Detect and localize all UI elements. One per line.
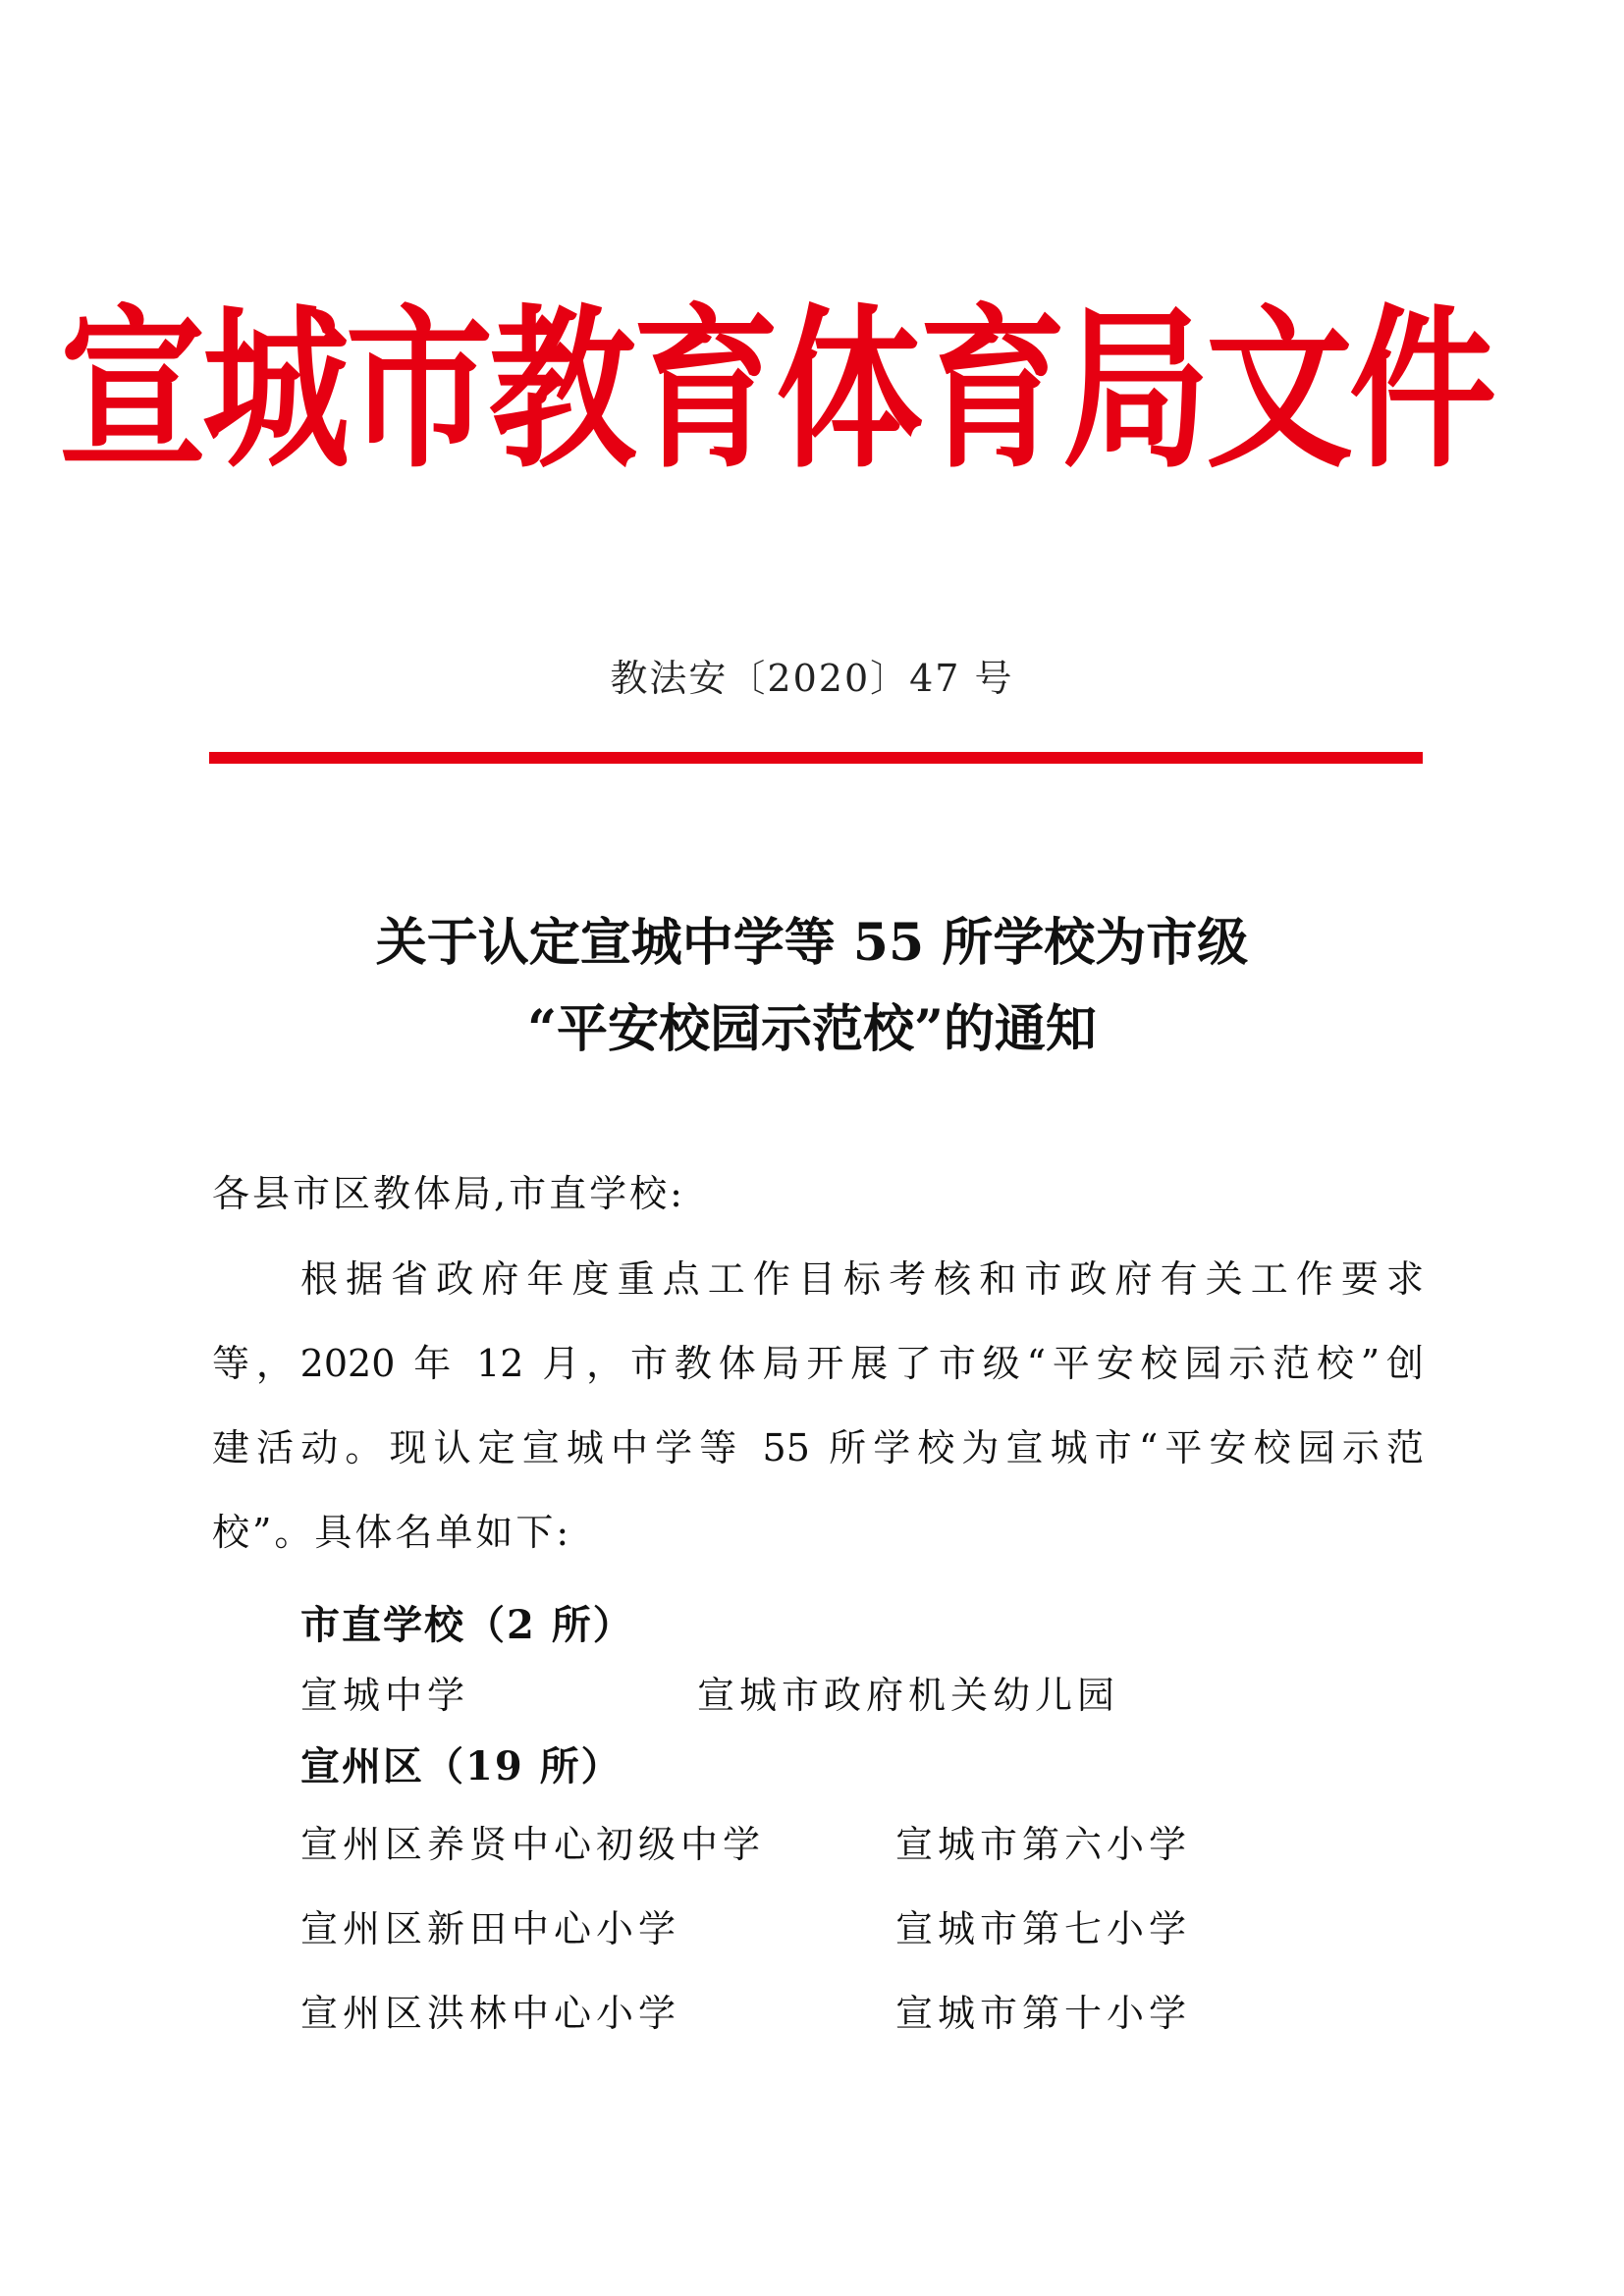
salutation: 各县市区教体局,市直学校: — [212, 1172, 685, 1215]
school-name: 宣州区新田中心小学 — [300, 1907, 681, 1950]
school-name: 宣州区洪林中心小学 — [300, 1992, 681, 2035]
school-name: 宣城中学 — [300, 1674, 470, 1717]
body-line-1: 根据省政府年度重点工作目标考核和市政府有关工作要求 — [300, 1257, 1424, 1301]
section-heading-city-schools: 市直学校（2 所） — [300, 1602, 634, 1648]
document-issuer-title: 宣城市教育体育局文件 — [59, 290, 1493, 493]
body-line-3: 建活动。现认定宣城中学等 55 所学校为宣城市“平安校园示范 — [212, 1426, 1424, 1469]
body-line-4: 校”。具体名单如下: — [212, 1511, 572, 1554]
section-heading-xuanzhou: 宣州区（19 所） — [300, 1743, 623, 1789]
notice-title-line-2: “平安校园示范校”的通知 — [527, 999, 1097, 1059]
school-name: 宣州区养贤中心初级中学 — [300, 1823, 766, 1866]
school-name: 宣城市第七小学 — [895, 1907, 1192, 1950]
red-divider-line — [209, 752, 1423, 764]
document-number: 教法安〔2020〕47 号 — [610, 657, 1014, 700]
school-name: 宣城市第十小学 — [895, 1992, 1192, 2035]
school-name: 宣城市政府机关幼儿园 — [697, 1674, 1120, 1717]
notice-title-line-1: 关于认定宣城中学等 55 所学校为市级 — [375, 913, 1249, 973]
body-line-2: 等，2020 年 12 月，市教体局开展了市级“平安校园示范校”创 — [212, 1342, 1424, 1385]
school-name: 宣城市第六小学 — [895, 1823, 1192, 1866]
